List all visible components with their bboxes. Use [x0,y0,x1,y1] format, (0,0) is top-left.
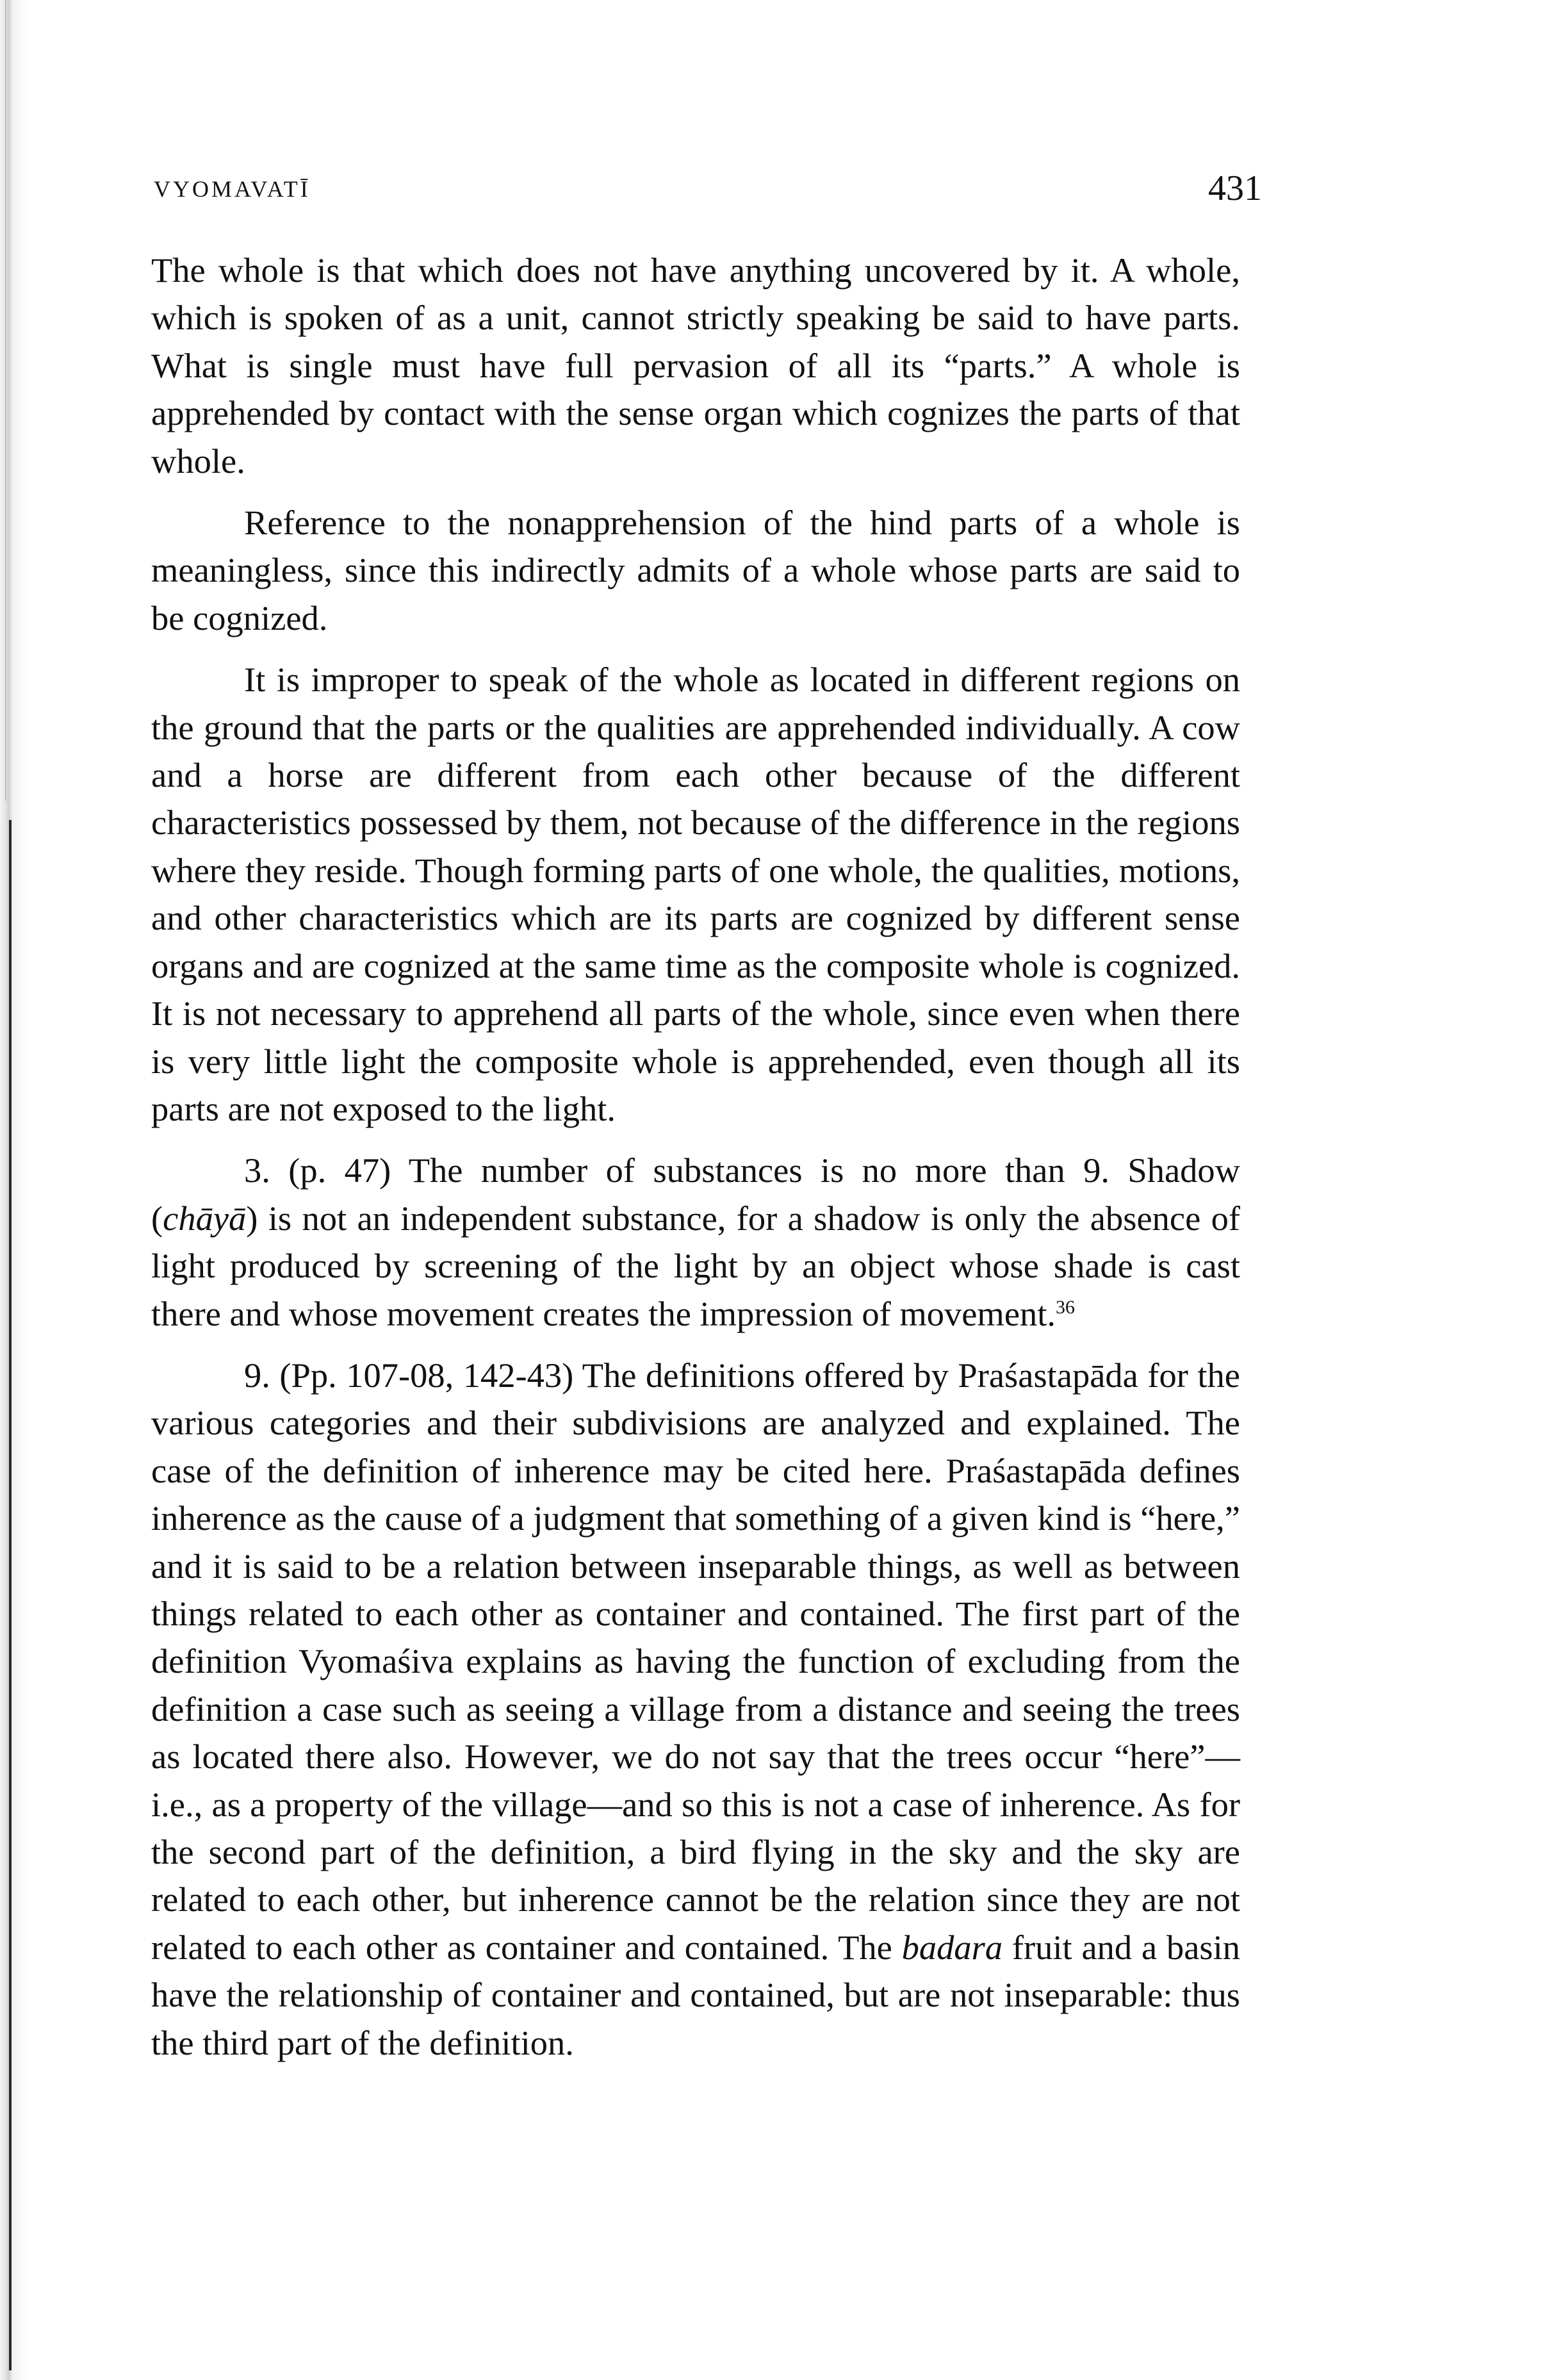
footnote-reference[interactable]: 36 [1056,1296,1075,1318]
book-binding-edge [0,0,28,2380]
paragraph-whole-location [151,656,1240,1133]
italic-term: badara [901,1927,1003,1967]
binding-edge-line [5,0,6,801]
paragraph-nonapprehension [151,499,1240,642]
paragraph-text: The whole is that which does not have anything uncovered by it. A whole, which is spoken of as a unit, cannot strictly speaking be said to have parts. What is single must have full pervasion of all its “parts.” A whole is apprehended by contact with the sense organ which cognizes the parts of that whole. [151,250,1240,480]
paragraph-text: 9. (Pp. 107-08, 142-43) The definitions offered by Praśastapāda for the various categories and their subdivisions are analyzed and explained. The case of the definition of inherence may be cited here. Praśastapāda defines inherence as the cause of a judgment that something of a given kind is “here,” and it is said to be a relation between inseparable things, as well as between things related to each other as container and contained. The first part of the definition Vyomaśiva explains as having the function of excluding from the definition a case such as seeing a village from a distance and seeing the trees as located there also. However, we do not say that the trees occur “here”—i.e., as a property of the village—and so this is not a case of inherence. As for the second part of the definition, a bird flying in the sky and the sky are related to each other, but inherence cannot be the relation since they are not related to each other as container and contained. The [151,1355,1240,1967]
paragraph-whole-definition [151,247,1240,485]
paragraph-text: ) is not an independent substance, for a shadow is only the absence of light produced by screening of the light by an object whose shade is cast there and whose movement creates the impression of movement. [151,1198,1240,1333]
paragraph-text: It is improper to speak of the whole as located in different regions on the ground that the parts or the qualities are apprehended individually. A cow and a horse are different from each other because of the different characteristics possessed by them, not because of the difference in the regions where they reside. Though forming parts of one whole, the qualities, motions, and other characteristics which are its parts are cognized by different sense organs and are cognized at the same time as the composite whole is cognized. It is not necessary to apprehend all parts of the whole, since even when there is very little light the composite whole is apprehended, even though all its parts are not exposed to the light. [151,660,1240,1128]
binding-shadow-line [9,820,12,2370]
paragraph-text: Reference to the nonapprehension of the hind parts of a whole is meaningless, since this indirectly admits of a whole whose parts are said to be cognized. [151,503,1240,637]
paragraph-item-9-inherence [151,1352,1240,2067]
body-text [151,247,1240,2081]
paragraph-text: fruit and a basin have the relationship of container and contained, but are not inseparable: thus the third part of the definition. [151,1927,1240,2062]
italic-term: chāyā [163,1198,247,1238]
paragraph-text: 3. (p. 47) The number of substances is no more than 9. Shadow ( [151,1151,1240,1238]
page-number: 431 [1208,168,1262,208]
running-head: VYOMAVATĪ [154,176,311,202]
page-header [154,168,1262,219]
paragraph-item-3-shadow [151,1147,1240,1338]
